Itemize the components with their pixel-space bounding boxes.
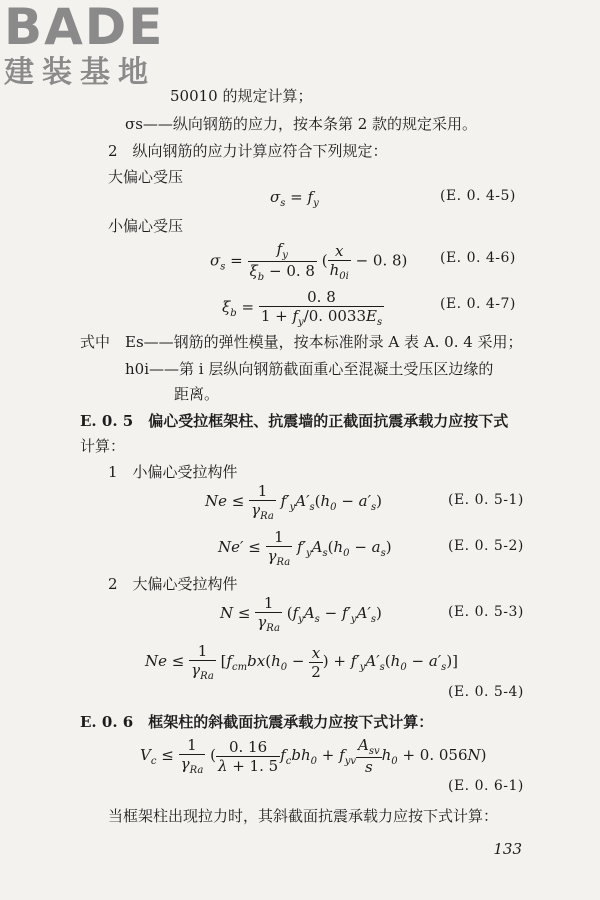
formula: Ne ≤ $\frac{1}{\gamma_{Ra}}$ $f'_yA'_s(h_0 - a'_s)$ <box>205 482 383 522</box>
text-line: 式中 Es——钢筋的弹性模量，按本标准附录 A 表 A. 0. 4 采用； <box>80 333 523 351</box>
text-line: h0i——第 i 层纵向钢筋截面重心至混凝土受压区边缘的 <box>125 360 494 378</box>
text-line: 距离。 <box>174 385 220 403</box>
equation-number: (E. 0. 4-6) <box>440 250 516 266</box>
page-number: 133 <box>493 840 522 858</box>
formula: $\xi_b$ = $\frac{0. 8}{1 + f_y/0. 0033E_s}$ <box>222 288 383 328</box>
formula: $\sigma_s$ = $\frac{f_y}{\xi_b - 0. 8}$ ( $\frac{x}{h_{0i}}$ − 0. 8) <box>210 240 408 283</box>
text-line: 2 大偏心受拉构件 <box>108 575 238 593</box>
text-line: 计算： <box>80 437 126 455</box>
formula: $\sigma_s = f_y$ <box>270 188 319 209</box>
equation-number: (E. 0. 5-3) <box>448 604 524 620</box>
text-line: 2 纵向钢筋的应力计算应符合下列规定： <box>108 142 388 160</box>
section-heading: E. 0. 6 框架柱的斜截面抗震承载力应按下式计算： <box>80 713 434 731</box>
text-line: 50010 的规定计算； <box>170 87 313 105</box>
logo-wordmark: BADE <box>4 0 165 56</box>
text-line: 当框架柱出现拉力时，其斜截面抗震承载力应按下式计算： <box>108 807 499 825</box>
formula: N ≤ $\frac{1}{\gamma_{Ra}}$ $(f_yA_s - f'_yA'_s)$ <box>220 594 382 634</box>
site-logo <box>4 2 164 90</box>
section-heading: E. 0. 5 偏心受拉框架柱、抗震墙的正截面抗震承载力应按下式 <box>80 412 509 430</box>
equation-number: (E. 0. 5-1) <box>448 492 524 508</box>
equation-number: (E. 0. 6-1) <box>448 778 524 794</box>
formula: $V_c$ ≤ $\frac{1}{\gamma_{Ra}}$ ( $\frac{0. 16}{\lambda + 1. 5}$ $f_cbh_0 + f_{yv}$ $\frac{A_{sv}}{s}$ $h_0 + 0$. 056N) <box>140 736 487 776</box>
formula: Ne ≤ $\frac{1}{\gamma_{Ra}}$ [$f_{cm}bx(h_0$ − $\frac{x}{2}$ ) + $f'_yA'_s(h_0 - a'_s)$] <box>145 642 459 682</box>
logo-subtitle: 建装基地 <box>4 55 156 90</box>
equation-number: (E. 0. 4-7) <box>440 296 516 312</box>
equation-number: (E. 0. 4-5) <box>440 188 516 204</box>
text-line: 1 小偏心受拉构件 <box>108 463 238 481</box>
text-line: 大偏心受压 <box>108 168 184 186</box>
formula: Ne′ ≤ $\frac{1}{\gamma_{Ra}}$ $f'_yA_s(h_0 - a_s)$ <box>218 528 392 568</box>
equation-number: (E. 0. 5-4) <box>448 684 524 700</box>
text-line: 小偏心受压 <box>108 217 184 235</box>
equation-number: (E. 0. 5-2) <box>448 538 524 554</box>
text-line: σs——纵向钢筋的应力，按本条第 2 款的规定采用。 <box>125 115 478 133</box>
